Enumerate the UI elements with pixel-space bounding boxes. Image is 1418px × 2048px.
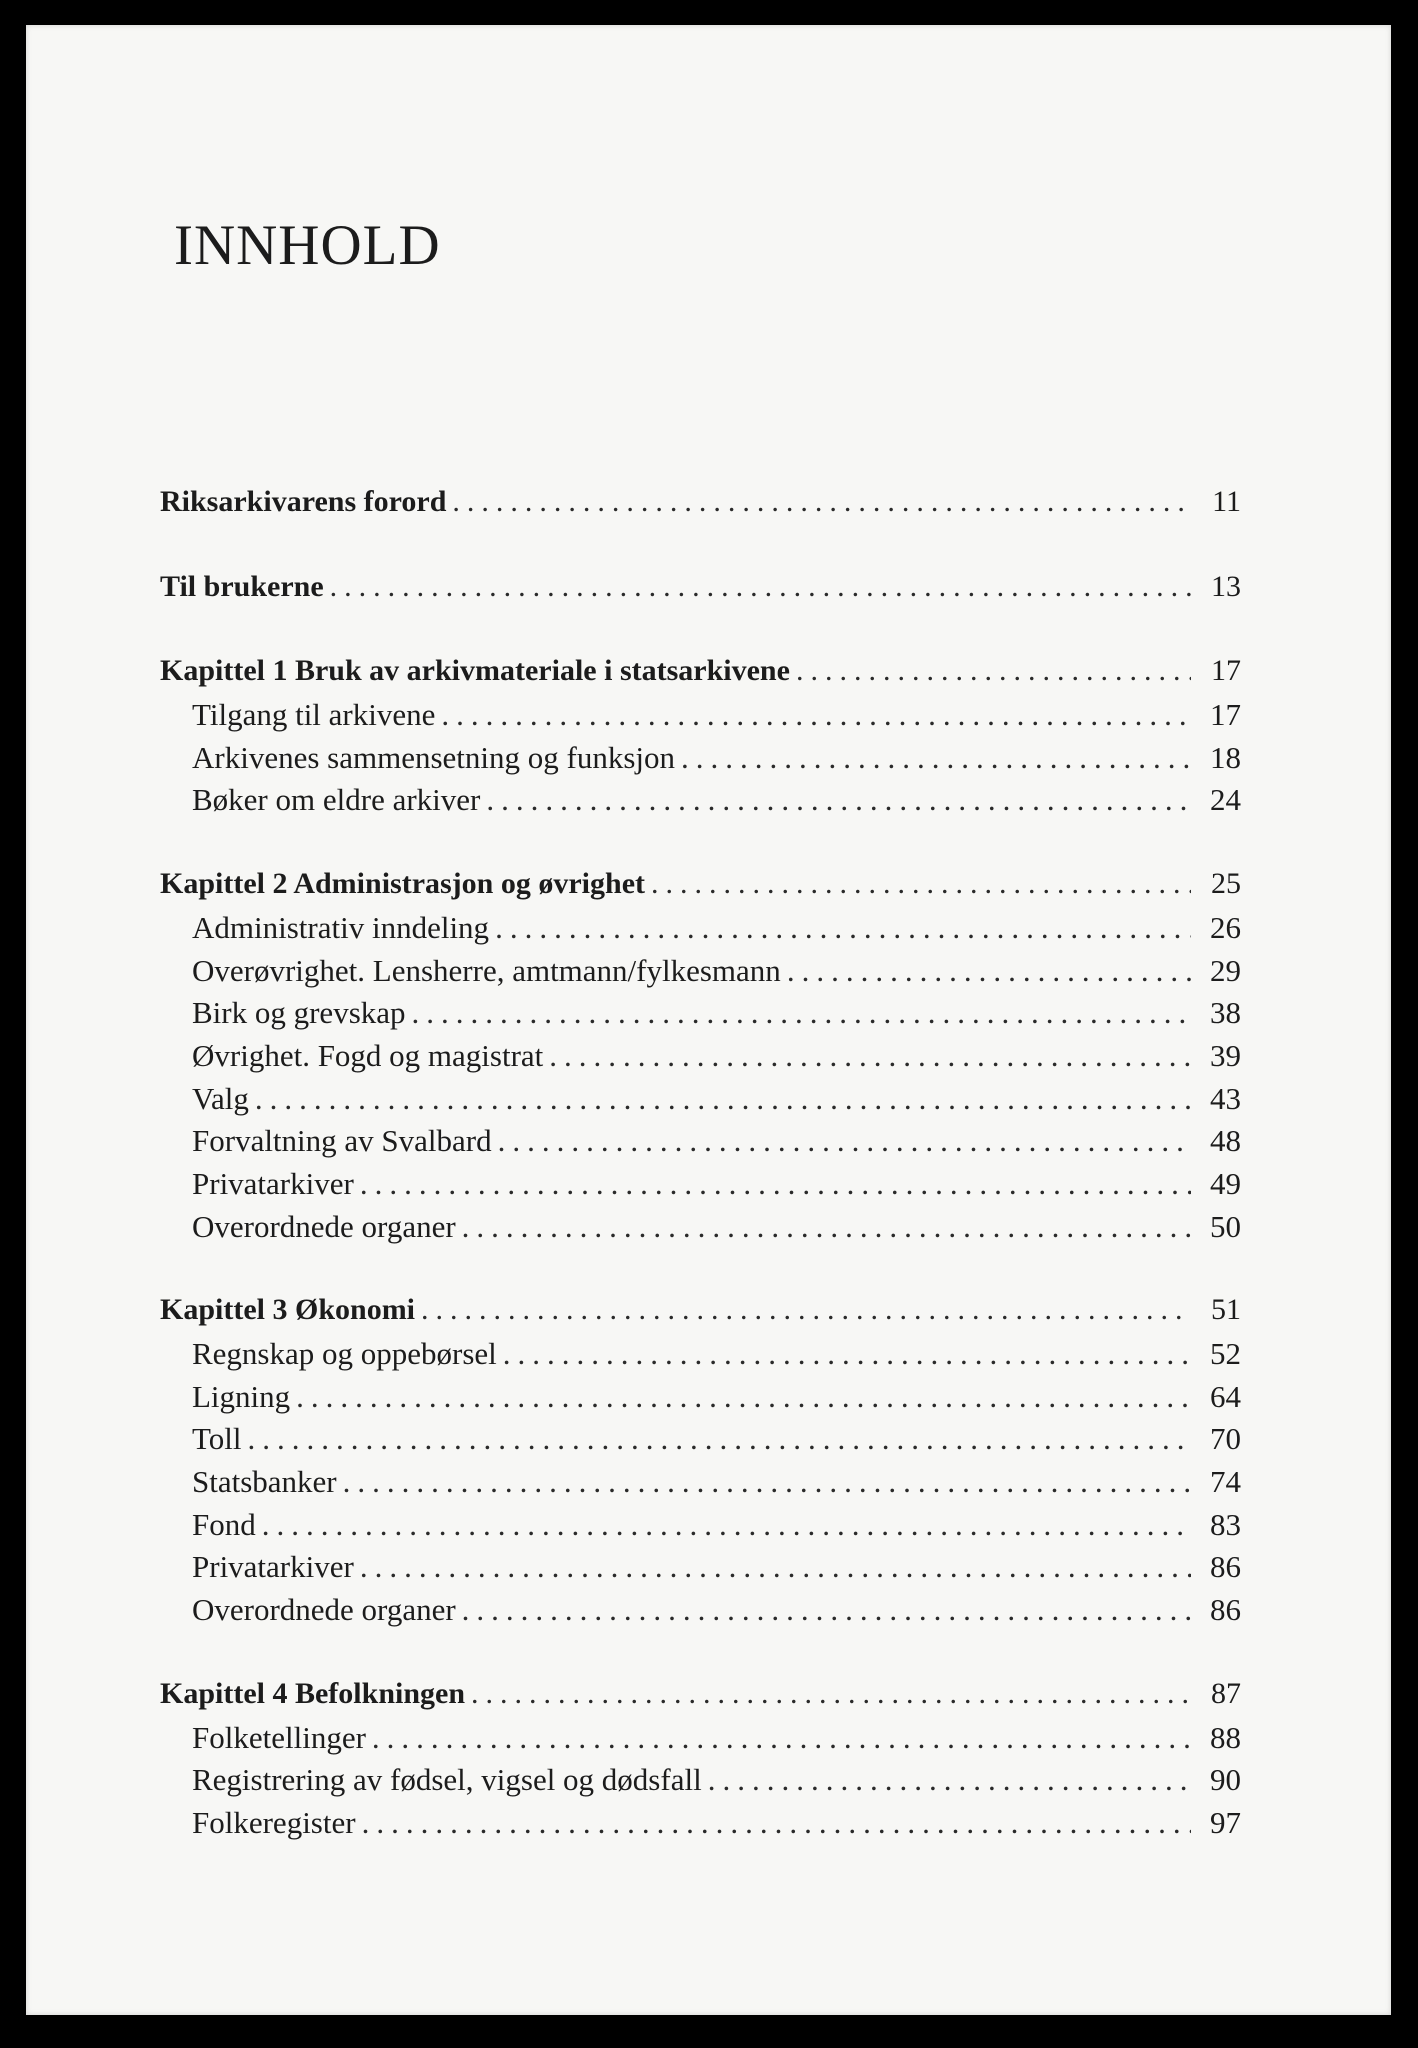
- dot-leader: [343, 1464, 1191, 1500]
- dot-leader: [708, 1762, 1191, 1798]
- toc-section-entry: [160, 1464, 1241, 1507]
- toc-entry-label: Statsbanker: [192, 1464, 337, 1500]
- dot-leader: [681, 740, 1191, 776]
- dot-leader: [248, 1421, 1192, 1457]
- toc-entry-label: Ligning: [192, 1378, 291, 1414]
- toc-page-number: 49: [1210, 1165, 1241, 1201]
- toc-chapter-entry: [160, 485, 1241, 528]
- dot-leader: [486, 782, 1191, 818]
- toc-gap: [160, 1251, 1241, 1293]
- toc-entry-label: Kapittel 2 Administrasjon og øvrighet: [160, 867, 645, 901]
- dot-leader: [255, 1081, 1191, 1117]
- toc-entry-label: Kapittel 4 Befolkningen: [160, 1676, 466, 1710]
- dot-leader: [330, 570, 1191, 604]
- toc-chapter-entry: [160, 867, 1241, 910]
- toc-entry-label: Registrering av fødsel, vigsel og dødsfall: [192, 1762, 702, 1798]
- toc-entry-label: Arkivenes sammensetning og funksjon: [192, 739, 676, 775]
- page-title: INNHOLD: [174, 214, 441, 277]
- toc-page-number: 38: [1210, 995, 1241, 1031]
- toc-page-number: 11: [1212, 485, 1241, 518]
- toc-section-entry: [160, 1166, 1241, 1209]
- toc-entry-label: Birk og grevskap: [192, 995, 406, 1031]
- toc-entry-label: Folkeregister: [192, 1804, 356, 1840]
- toc-section-entry: [160, 1762, 1241, 1805]
- toc-entry-label: Tilgang til arkivene: [192, 697, 436, 733]
- toc-entry-label: Overøvrighet. Lensherre, amtmann/fylkesmann: [192, 952, 781, 988]
- toc-gap: [160, 1635, 1241, 1677]
- dot-leader: [360, 1166, 1191, 1202]
- dot-leader: [360, 1549, 1191, 1585]
- dot-leader: [372, 1720, 1191, 1756]
- toc-page-number: 29: [1210, 952, 1241, 988]
- toc-page-number: 17: [1211, 654, 1241, 688]
- toc-entry-label: Riksarkivarens forord: [160, 485, 447, 518]
- toc-section-entry: [160, 697, 1241, 740]
- toc-gap: [160, 528, 1241, 570]
- toc-page-number: 51: [1211, 1293, 1241, 1327]
- toc-section-entry: [160, 995, 1241, 1038]
- dot-leader: [651, 867, 1191, 901]
- document-page: [26, 25, 1391, 2015]
- toc-page-number: 88: [1210, 1719, 1241, 1755]
- toc-page-number: 52: [1210, 1336, 1241, 1371]
- toc-section-entry: [160, 910, 1241, 953]
- toc-chapter-entry: [160, 654, 1241, 697]
- toc-page-number: 24: [1210, 782, 1241, 818]
- toc-page-number: 26: [1210, 909, 1241, 945]
- toc-page-number: 64: [1210, 1378, 1241, 1414]
- toc-entry-label: Øvrighet. Fogd og magistrat: [192, 1037, 544, 1073]
- toc-entry-label: Regnskap og oppebørsel: [192, 1336, 497, 1371]
- toc-entry-label: Forvaltning av Svalbard: [192, 1123, 492, 1159]
- toc-section-entry: [160, 1038, 1241, 1081]
- toc-page-number: 83: [1210, 1506, 1241, 1542]
- toc-page-number: 86: [1210, 1592, 1241, 1628]
- toc-entry-label: Folketellinger: [192, 1719, 366, 1755]
- toc-section-entry: [160, 782, 1241, 825]
- toc-page-number: 97: [1210, 1804, 1241, 1840]
- toc-page-number: 70: [1210, 1421, 1241, 1457]
- toc-section-entry: [160, 1336, 1241, 1379]
- toc-page-number: 74: [1210, 1464, 1241, 1500]
- toc-entry-label: Privatarkiver: [192, 1549, 354, 1585]
- dot-leader: [495, 910, 1191, 946]
- toc-entry-label: Fond: [192, 1506, 256, 1542]
- toc-section-entry: [160, 740, 1241, 783]
- toc-page-number: 86: [1210, 1549, 1241, 1585]
- toc-section-entry: [160, 953, 1241, 996]
- toc-section-entry: [160, 1507, 1241, 1550]
- dot-leader: [412, 995, 1191, 1031]
- toc-chapter-entry: [160, 570, 1241, 613]
- toc-page-number: 87: [1211, 1676, 1241, 1710]
- toc-chapter-entry: [160, 1293, 1241, 1336]
- toc-entry-label: Kapittel 3 Økonomi: [160, 1293, 416, 1327]
- toc-page-number: 90: [1210, 1762, 1241, 1798]
- dot-leader: [262, 1507, 1191, 1543]
- toc-page-number: 18: [1210, 739, 1241, 775]
- toc-page-number: 48: [1210, 1123, 1241, 1159]
- dot-leader: [787, 953, 1191, 989]
- dot-leader: [498, 1123, 1191, 1159]
- toc-gap: [160, 612, 1241, 654]
- toc-page-number: 17: [1210, 697, 1241, 733]
- toc-entry-label: Bøker om eldre arkiver: [192, 782, 481, 818]
- toc-entry-label: Toll: [192, 1421, 242, 1457]
- dot-leader: [503, 1336, 1191, 1372]
- dot-leader: [471, 1677, 1191, 1711]
- toc-page-number: 39: [1210, 1037, 1241, 1073]
- dot-leader: [362, 1805, 1191, 1841]
- toc-page-number: 43: [1210, 1080, 1241, 1116]
- toc-section-entry: [160, 1379, 1241, 1422]
- toc-section-entry: [160, 1123, 1241, 1166]
- toc-section-entry: [160, 1081, 1241, 1124]
- dot-leader: [296, 1379, 1191, 1415]
- table-of-contents: [160, 485, 1241, 1848]
- dot-leader: [462, 1592, 1191, 1628]
- toc-section-entry: [160, 1209, 1241, 1252]
- toc-section-entry: [160, 1549, 1241, 1592]
- dot-leader: [462, 1209, 1191, 1245]
- toc-section-entry: [160, 1720, 1241, 1763]
- toc-chapter-entry: [160, 1677, 1241, 1720]
- toc-entry-label: Valg: [192, 1080, 249, 1116]
- dot-leader: [441, 697, 1191, 733]
- toc-section-entry: [160, 1421, 1241, 1464]
- toc-entry-label: Privatarkiver: [192, 1165, 354, 1201]
- toc-gap: [160, 825, 1241, 867]
- toc-page-number: 25: [1211, 867, 1241, 901]
- toc-section-entry: [160, 1805, 1241, 1848]
- toc-entry-label: Til brukerne: [160, 569, 324, 603]
- toc-entry-label: Overordnede organer: [192, 1208, 456, 1244]
- toc-section-entry: [160, 1592, 1241, 1635]
- dot-leader: [421, 1293, 1191, 1327]
- toc-entry-label: Kapittel 1 Bruk av arkivmateriale i statsarkivene: [160, 654, 790, 688]
- toc-entry-label: Overordnede organer: [192, 1592, 456, 1628]
- toc-page-number: 50: [1210, 1208, 1241, 1244]
- dot-leader: [549, 1038, 1191, 1074]
- toc-page-number: 13: [1211, 569, 1241, 603]
- dot-leader: [452, 485, 1191, 519]
- dot-leader: [796, 654, 1191, 688]
- toc-entry-label: Administrativ inndeling: [192, 909, 490, 945]
